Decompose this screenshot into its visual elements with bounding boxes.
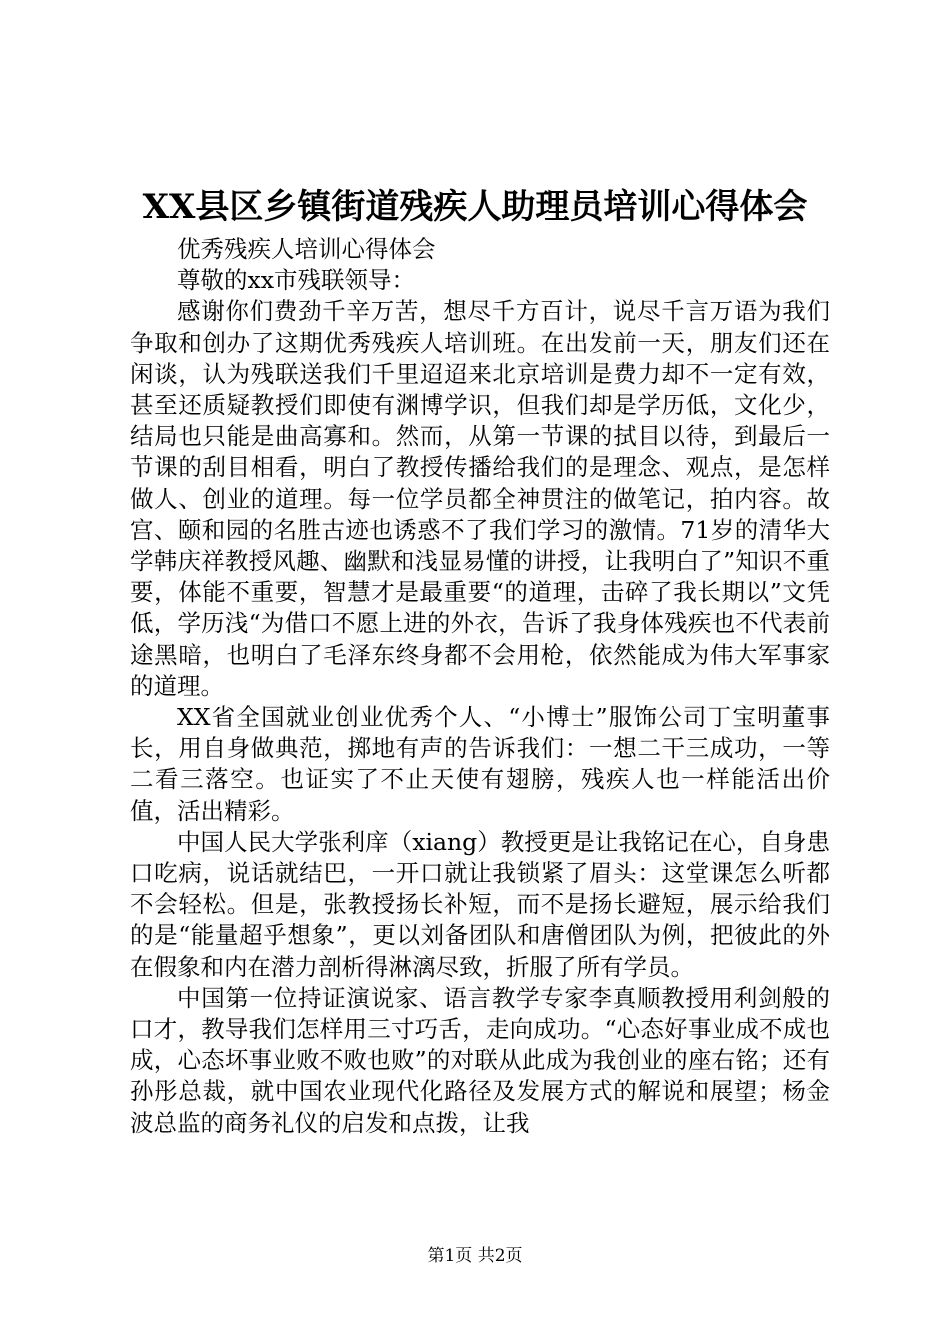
page-number-footer: 第1页 共2页: [427, 1246, 523, 1266]
paragraph: XX省全国就业创业优秀个人、“小博士”服饰公司丁宝明董事长，用自身做典范，掷地有声的告诉我们：一想二干三成功，一等二看三落空。也证实了不止天使有翅膀，残疾人也一样能活出价值，活出精彩。: [130, 703, 830, 825]
paragraph-subtitle: 优秀残疾人培训心得体会: [177, 235, 436, 263]
paragraph-salutation: 尊敬的xx市残联领导：: [177, 266, 416, 295]
document-body: [130, 234, 830, 1139]
document-title: XX县区乡镇街道残疾人助理员培训心得体会: [142, 187, 808, 227]
paragraph: 中国第一位持证演说家、语言教学专家李真顺教授用利剑般的口才，教导我们怎样用三寸巧舌，走向成功。“心态好事业成不成也成，心态坏事业败不败也败”的对联从此成为我创业的座右铭；还有孙彤总裁，就中国农业现代化路径及发展方式的解说和展望；杨金波总监的商务礼仪的启发和点拨，让我: [130, 983, 830, 1137]
paragraph: 感谢你们费劲千辛万苦，想尽千方百计，说尽千言万语为我们争取和创办了这期优秀残疾人培训班。在出发前一天，朋友们还在闲谈，认为残联送我们千里迢迢来北京培训是费力却不一定有效，甚至还质疑教授们即使有渊博学识，但我们却是学历低，文化少，结局也只能是曲高寡和。然而，从第一节课的拭目以待，到最后一节课的刮目相看，明白了教授传播给我们的是理念、观点，是怎样做人、创业的道理。每一位学员都全神贯注的做笔记，拍内容。故宫、颐和园的名胜古迹也诱惑不了我们学习的激情。71岁的清华大学韩庆祥教授风趣、幽默和浅显易懂的讲授，让我明白了”知识不重要，体能不重要，智慧才是最重要“的道理，击碎了我长期以”文凭低，学历浅“为借口不愿上进的外衣，告诉了我身体残疾也不代表前途黑暗，也明白了毛泽东终身都不会用枪，依然能成为伟大军事家的道理。: [130, 297, 830, 700]
paragraph: 中国人民大学张利庠（xiang）教授更是让我铭记在心，自身患口吃病，说话就结巴，一开口就让我锁紧了眉头：这堂课怎么听都不会轻松。但是，张教授扬长补短，而不是扬长避短，展示给我们的是“能量超乎想象”，更以刘备团队和唐僧团队为例，把彼此的外在假象和内在潜力剖析得淋漓尽致，折服了所有学员。: [130, 827, 830, 981]
